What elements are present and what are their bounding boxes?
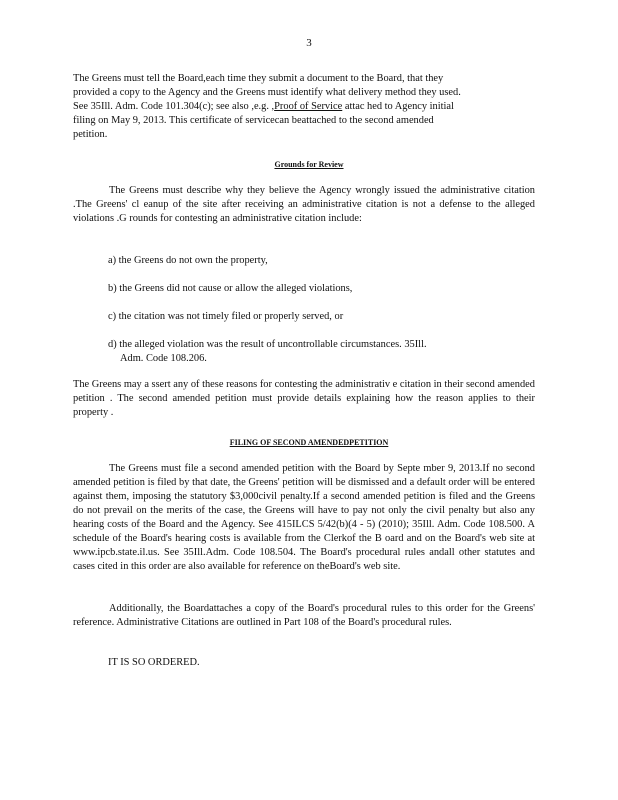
text-line: The Greens must tell the Board,each time they submit a document to the Board, that they — [73, 73, 444, 84]
text-line: petition. — [73, 129, 108, 140]
heading-text: Grounds for Review — [274, 160, 344, 169]
paragraph-service-requirement — [73, 72, 535, 142]
paragraph-filing: The Greens must file a second amended petition with the Board by Septe mber 9, 2013.If no second amended petition is filed by that date, the Greens' petition will be dismissed and a default order will be entered against them, imposing the statutory $3,000civil penalty.If a second amended petition is filed and the Greens do not prevail on the merits of the case, the Greens will have to pay not only the civil penalty but also any hearing costs of the Board and the Agency. See 415ILCS 5/42(b)(4 - 5) (2010); 35Ill. Adm. Code 108.500. A schedule of the Board's hearing costs is available from the Clerkof the B oard and on the Board's web site at www.ipcb.state.il.us. See 35Ill.Adm. Code 108.504. The Board's procedural rules andall other statutes and cases cited in this order are also available for reference on theBoard's web site. — [73, 463, 535, 572]
closing-statement: IT IS SO ORDERED. — [108, 657, 200, 668]
page-number: 3 — [306, 37, 312, 49]
paragraph-reasons: The Greens may a ssert any of these reasons for contesting the administrativ e citation in their second amended petition . The second amended petition must provide details explaining how the reason applies to their property . — [73, 379, 535, 418]
list-item-d — [108, 338, 488, 366]
text-line — [73, 100, 535, 114]
section-heading-filing — [0, 436, 618, 450]
text-line: Adm. Code 108.206. — [120, 353, 207, 364]
list-item-c: c) the citation was not timely filed or properly served, or — [108, 311, 344, 322]
text-line: filing on May 9, 2013. This certificate of servicecan beattached to the second amended — [73, 115, 434, 126]
text-line: provided a copy to the Agency and the Greens must identify what delivery method they used. — [73, 87, 461, 98]
paragraph-grounds: The Greens must describe why they believe the Agency wrongly issued the administrative citation .The Greens' cl eanup of the site after receiving an administrative citation is not a defense to the alleged violations .G rounds for contesting an administrative citation include: — [73, 185, 535, 224]
citation-text: See 35Ill. Adm. Code 101.304(c); see also ,e.g. , — [73, 101, 275, 112]
text-fragment: attac hed to Agency initial — [342, 101, 454, 112]
proof-of-service-text: Proof of Service — [274, 101, 343, 112]
section-heading-grounds — [0, 158, 618, 172]
paragraph-procedural-rules: Additionally, the Boardattaches a copy of the Board's procedural rules to this order for the Greens' reference. Administrative Citations are outlined in Part 108 of the Board's procedural rules. — [73, 603, 535, 628]
list-item-b: b) the Greens did not cause or allow the alleged violations, — [108, 283, 353, 294]
text-line: d) the alleged violation was the result of uncontrollable circumstances. 35Ill. — [108, 339, 427, 350]
list-item-a: a) the Greens do not own the property, — [108, 255, 268, 266]
heading-text: FILING OF SECOND AMENDEDPETITION — [229, 438, 389, 447]
